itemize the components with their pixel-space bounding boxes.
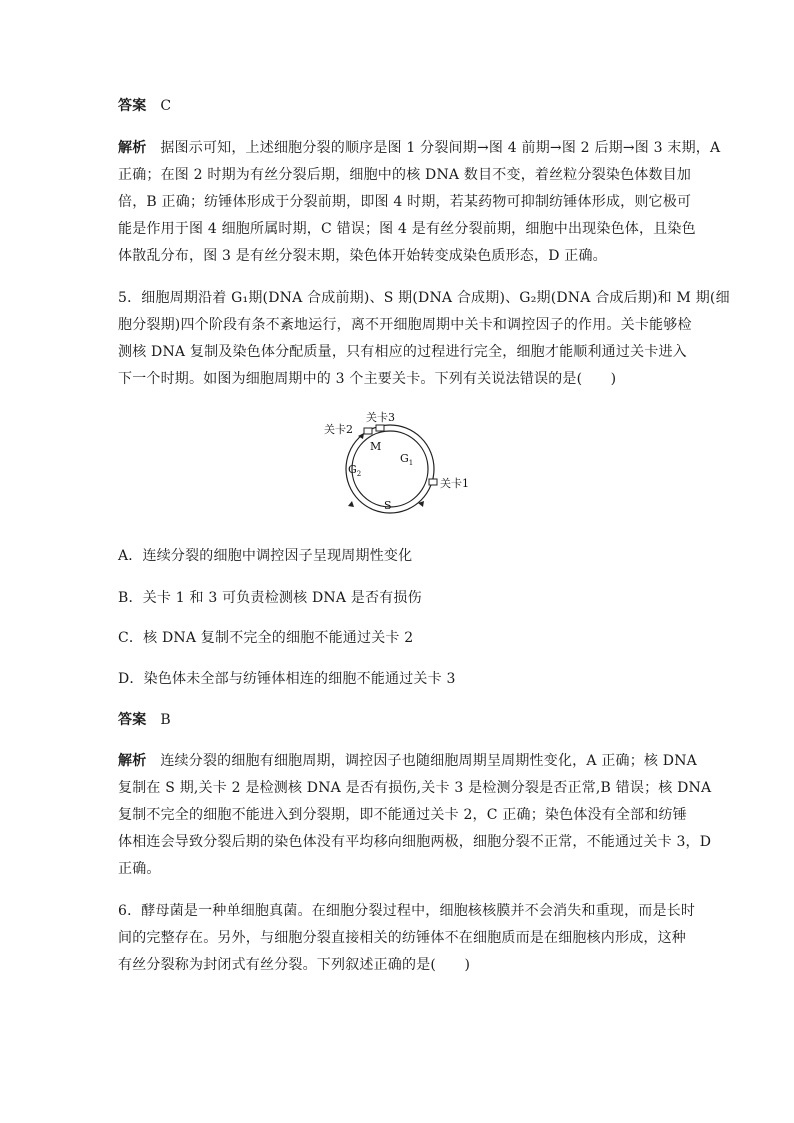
checkpoint-2-label: 关卡2	[324, 423, 353, 436]
analysis-label: 解析	[118, 140, 147, 156]
question-6-line-3: 有丝分裂称为封闭式有丝分裂。下列叙述正确的是( )	[118, 957, 471, 973]
answer-value: C	[160, 98, 172, 114]
question-6-line-1: 6．酵母菌是一种单细胞真菌。在细胞分裂过程中，细胞核核膜并不会消失和重现，而是长时	[118, 903, 696, 919]
option-c: C．核 DNA 复制不完全的细胞不能通过关卡 2	[118, 630, 414, 646]
analysis-2-line-2: 复制在 S 期,关卡 2 是检测核 DNA 是否有损伤,关卡 3 是检测分裂是否正常,B 错误；核 DNA	[118, 780, 712, 796]
checkpoint-2-marker	[364, 428, 372, 434]
analysis-1-line-3: 倍，B 正确；纺锤体形成于分裂前期，即图 4 时期，若某药物可抑制纺锤体形成，则它极可	[118, 194, 692, 210]
analysis-1-line-5: 体散乱分布，图 3 是有丝分裂末期，染色体开始转变成染色质形态，D 正确。	[118, 248, 607, 264]
phase-g1-label: $G_1$	[400, 452, 414, 467]
analysis-1-line-2: 正确；在图 2 时期为有丝分裂后期，细胞中的核 DNA 数目不变，着丝粒分裂染色体数目加	[118, 167, 692, 183]
answer-1	[118, 96, 171, 116]
question-5-line-2: 胞分裂期)四个阶段有条不紊地运行，离不开细胞周期中关卡和调控因子的作用。关卡能够检	[118, 317, 692, 333]
answer-label: 答案	[118, 98, 147, 114]
phase-s-label: S	[384, 499, 392, 512]
analysis-label: 解析	[118, 753, 147, 769]
answer-label: 答案	[118, 712, 147, 728]
cycle-inner-ring	[352, 431, 428, 507]
analysis-2-line-3: 复制不完全的细胞不能进入到分裂期，即不能通过关卡 2，C 正确；染色体没有全部和纺锤	[118, 807, 687, 823]
answer-2	[118, 710, 171, 730]
analysis-1-line-4: 能是作用于图 4 细胞所属时期，C 错误；图 4 是有丝分裂前期，细胞中出现染色体，且染色	[118, 221, 696, 237]
phase-m-label: M	[370, 440, 382, 453]
checkpoint-3-label: 关卡3	[366, 411, 395, 424]
analysis-2-line-5: 正确。	[118, 861, 161, 877]
option-b: B．关卡 1 和 3 可负责检测核 DNA 是否有损伤	[118, 590, 422, 606]
analysis-2-line-1: 解析 连续分裂的细胞有细胞周期，调控因子也随细胞周期呈周期性变化，A 正确；核 DNA	[118, 753, 697, 769]
checkpoint-3-marker	[376, 425, 384, 431]
question-5-line-1: 5．细胞周期沿着 G₁期(DNA 合成前期)、S 期(DNA 合成期)、G₂期(DNA 合成后期)和 M 期(细	[118, 290, 730, 306]
question-5-line-3: 测核 DNA 复制及染色体分配质量，只有相应的过程进行完全，细胞才能顺利通过关卡进入	[118, 344, 687, 360]
checkpoint-1-marker	[429, 479, 437, 485]
answer-value: B	[160, 712, 171, 728]
option-d: D．染色体未全部与纺锤体相连的细胞不能通过关卡 3	[118, 671, 456, 687]
question-6-line-2: 间的完整存在。另外，与细胞分裂直接相关的纺锤体不在细胞质而是在细胞核内形成，这种	[118, 930, 686, 946]
cell-cycle-diagram	[300, 405, 500, 525]
analysis-1-line-1: 解析 据图示可知，上述细胞分裂的顺序是图 1 分裂间期→图 4 前期→图 2 后期→图 3 末期，A	[118, 140, 721, 156]
option-a: A．连续分裂的细胞中调控因子呈现周期性变化	[118, 548, 413, 564]
question-5-line-4: 下一个时期。如图为细胞周期中的 3 个主要关卡。下列有关说法错误的是( )	[118, 371, 617, 387]
cycle-arrow-icon	[348, 501, 354, 507]
phase-g2-label: $G_2$	[348, 463, 362, 478]
cell-cycle-svg	[300, 405, 500, 525]
checkpoint-1-label: 关卡1	[440, 477, 469, 490]
analysis-2-line-4: 体相连会导致分裂后期的染色体没有平均移向细胞两极，细胞分裂不正常，不能通过关卡 3，D	[118, 834, 712, 850]
